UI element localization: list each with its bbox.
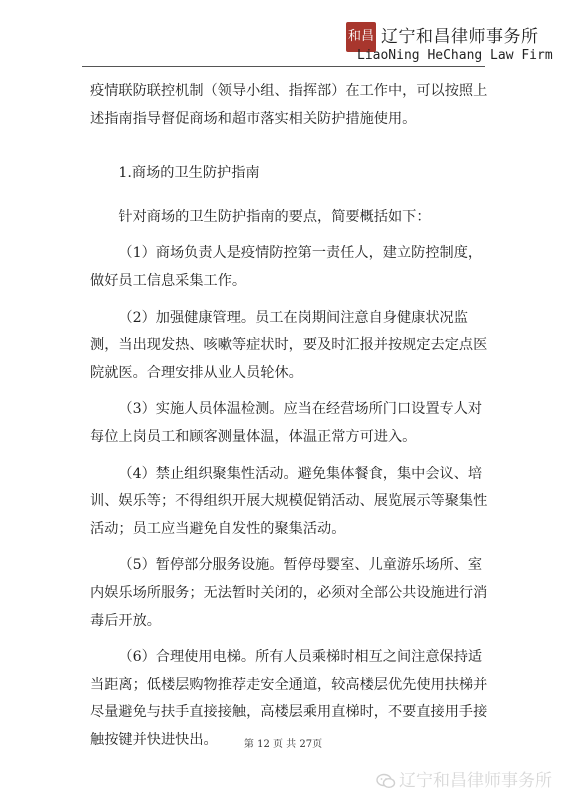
list-item: （2）加强健康管理。员工在岗期间注意自身健康状况监测，当出现发热、咳嗽等症状时，要及时汇报并按规定去定点医院就医。合理安排从业人员轮休。 bbox=[90, 309, 488, 381]
page-number: 第 12 页 共 27页 bbox=[243, 739, 323, 750]
intro-paragraph: 疫情联防联控机制（领导小组、指挥部）在工作中，可以按照上述指南指导督促商场和超市落实相关防护措施使用。 bbox=[90, 83, 488, 127]
firm-name-chinese: 辽宁和昌律师事务所 bbox=[381, 27, 539, 47]
list-item: （5）暂停部分服务设施。暂停母婴室、儿童游乐场所、室内娱乐场所服务；无法暂时关闭的，必须对全部公共设施进行消毒后开放。 bbox=[90, 557, 488, 629]
firm-logo-seal: 和昌 bbox=[346, 22, 376, 52]
list-item: （3）实施人员体温检测。应当在经营场所门口设置专人对每位上岗员工和顾客测量体温，体温正常方可进入。 bbox=[90, 401, 483, 445]
list-item: （1）商场负责人是疫情防控第一责任人，建立防控制度，做好员工信息采集工作。 bbox=[90, 245, 483, 289]
header-divider bbox=[82, 66, 485, 67]
document-header bbox=[0, 0, 566, 72]
firm-name-english: LiaoNing HeChang Law Firm bbox=[357, 48, 553, 63]
watermark bbox=[376, 766, 552, 791]
document-body bbox=[90, 70, 490, 754]
section-title: 1.商场的卫生防护指南 bbox=[118, 165, 260, 182]
wechat-icon bbox=[376, 773, 396, 789]
watermark-text: 辽宁和昌律师事务所 bbox=[399, 771, 552, 791]
list-item: （4）禁止组织聚集性活动。避免集体餐食，集中会议、培训、娱乐等；不得组织开展大规模促销活动、展览展示等聚集性活动；员工应当避免自发性的聚集活动。 bbox=[90, 465, 488, 537]
list-item: （6）合理使用电梯。所有人员乘梯时相互之间注意保持适当距离；低楼层购物推荐走安全通道，较高楼层优先使用扶梯并尽量避免与扶手直接接触，高楼层乘用直梯时，不要直接用手接触按键并快进快出。 bbox=[90, 649, 488, 748]
summary-paragraph: 针对商场的卫生防护指南的要点，简要概括如下： bbox=[118, 208, 431, 225]
